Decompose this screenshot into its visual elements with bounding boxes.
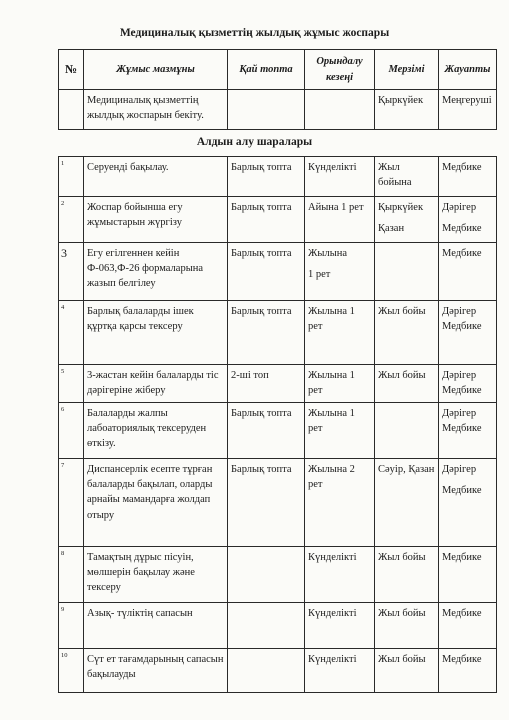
row-group: Барлық топта: [228, 459, 305, 547]
plan-row: [59, 90, 497, 130]
responsible-line-2: Медбике: [442, 385, 482, 397]
table-row: [59, 243, 497, 301]
row-period: Жылына 1 рет: [305, 403, 375, 459]
row-responsible: Медбике: [439, 243, 497, 301]
table-row: [59, 157, 497, 197]
row-responsible: Медбике: [439, 649, 497, 693]
table-row: [59, 365, 497, 403]
responsible-line-1: Дәрігер: [442, 408, 477, 419]
table-row: [59, 603, 497, 649]
plan-content: Медициналық қызметтің жылдық жоспарын бекіту.: [84, 90, 228, 130]
term-line-2: Қазан: [378, 223, 405, 235]
period-line-1: Жылына: [308, 248, 348, 259]
row-term: Жыл бойы: [375, 603, 439, 649]
table-row: [59, 459, 497, 547]
table-row: [59, 649, 497, 693]
row-content: Диспансерлік есепте тұрған балаларды бақылап, оларды арнайы мамандарға жолдап отыру: [84, 459, 228, 547]
row-term: [375, 197, 439, 243]
row-content: Барлық балаларды ішек құртқа қарсы тексеру: [84, 301, 228, 365]
header-no: №: [59, 50, 84, 90]
header-content: Жұмыс мазмұны: [84, 50, 228, 90]
responsible-line-1: Дәрігер: [442, 370, 477, 381]
table-row: [59, 403, 497, 459]
row-period: Жылына 2 рет: [305, 459, 375, 547]
row-responsible: [439, 403, 497, 459]
row-number: 8: [59, 547, 84, 603]
responsible-line-1: Дәрігер: [442, 306, 477, 317]
row-content: 3-жастан кейін балаларды тіс дәрігеріне жіберу: [84, 365, 228, 403]
row-period: [305, 243, 375, 301]
row-number: 6: [59, 403, 84, 459]
row-number: 2: [59, 197, 84, 243]
row-term: Жыл бойы: [375, 301, 439, 365]
row-number: 4: [59, 301, 84, 365]
row-group: [228, 603, 305, 649]
plan-term: Қыркүйек: [375, 90, 439, 130]
row-term: Сәуір, Қазан: [375, 459, 439, 547]
row-content: Жоспар бойынша егу жұмыстарын жүргізу: [84, 197, 228, 243]
responsible-line-2: Медбике: [442, 485, 482, 497]
responsible-line-1: Дәрігер: [442, 464, 477, 475]
row-term: Жыл бойына: [375, 157, 439, 197]
term-line-1: Қыркүйек: [378, 202, 424, 213]
period-line-2: 1 рет: [308, 269, 331, 281]
row-period: Күнделікті: [305, 603, 375, 649]
row-number: 9: [59, 603, 84, 649]
row-group: Барлық топта: [228, 157, 305, 197]
row-period: Күнделікті: [305, 157, 375, 197]
row-responsible: Медбике: [439, 157, 497, 197]
row-responsible: [439, 365, 497, 403]
header-term: Мерзімі: [375, 50, 439, 90]
row-group: Барлық топта: [228, 301, 305, 365]
row-content: Азық- түліктің сапасын: [84, 603, 228, 649]
plan-responsible: Меңгеруші: [439, 90, 497, 130]
row-content: Тамақтың дұрыс пісуін, мөлшерін бақылау және тексеру: [84, 547, 228, 603]
prevention-table: [58, 156, 497, 693]
row-term: Жыл бойы: [375, 649, 439, 693]
row-term: [375, 243, 439, 301]
plan-header-table: [58, 49, 497, 130]
header-row: [59, 50, 497, 90]
table-row: [59, 547, 497, 603]
row-number: 10: [59, 649, 84, 693]
row-responsible: Медбике: [439, 603, 497, 649]
table-row: [59, 301, 497, 365]
row-term: Жыл бойы: [375, 547, 439, 603]
row-content: Балаларды жалпы лабоаториялық тексеруден өткізу.: [84, 403, 228, 459]
row-period: Айына 1 рет: [305, 197, 375, 243]
row-responsible: [439, 301, 497, 365]
document-title: Медициналық қызметтің жылдық жұмыс жоспары: [119, 27, 390, 39]
row-number: 1: [59, 157, 84, 197]
row-group: [228, 547, 305, 603]
row-responsible: Медбике: [439, 547, 497, 603]
row-period: Күнделікті: [305, 649, 375, 693]
row-number: 5: [59, 365, 84, 403]
responsible-line-2: Медбике: [442, 321, 482, 333]
row-group: Барлық топта: [228, 197, 305, 243]
responsible-line-1: Дәрігер: [442, 202, 477, 213]
row-period: Жылына 1 рет: [305, 301, 375, 365]
row-responsible: [439, 459, 497, 547]
row-period: Күнделікті: [305, 547, 375, 603]
row-period: Жылына 1 рет: [305, 365, 375, 403]
header-period: Орындалу кезеңі: [305, 50, 375, 90]
responsible-line-2: Медбике: [442, 223, 482, 235]
row-content: Сүт ет тағамдарының сапасын бақылауды: [84, 649, 228, 693]
section-title: Алдын алу шаралары: [196, 136, 313, 148]
row-responsible: [439, 197, 497, 243]
responsible-line-2: Медбике: [442, 423, 482, 435]
row-group: [228, 649, 305, 693]
row-number: 7: [59, 459, 84, 547]
header-responsible: Жауапты: [439, 50, 497, 90]
row-term: [375, 403, 439, 459]
row-group: Барлық топта: [228, 403, 305, 459]
row-content: Серуенді бақылау.: [84, 157, 228, 197]
row-content: Егу егілгеннен кейін Ф-063,Ф-26 формаларына жазып белгілеу: [84, 243, 228, 301]
table-row: [59, 197, 497, 243]
header-group: Қай топта: [228, 50, 305, 90]
row-group: 2-ші топ: [228, 365, 305, 403]
row-term: Жыл бойы: [375, 365, 439, 403]
row-group: Барлық топта: [228, 243, 305, 301]
row-number: 3: [59, 243, 84, 301]
